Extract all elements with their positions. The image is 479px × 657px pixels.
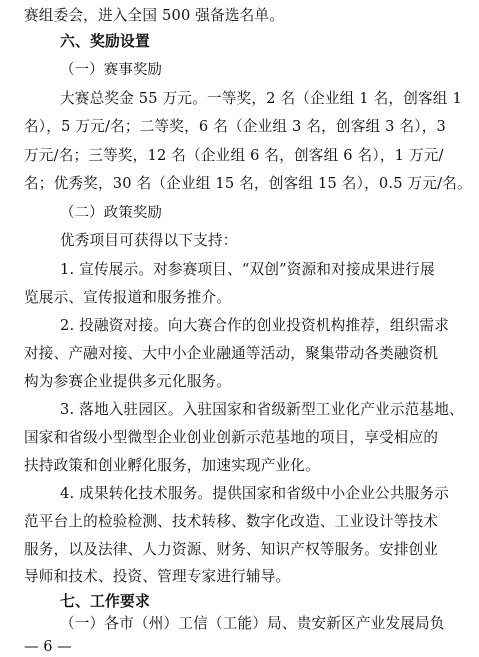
page-number-footer: — 6 —	[24, 638, 72, 655]
paragraph-line: 服务，以及法律、人力资源、财务、知识产权等服务。安排创业	[24, 541, 439, 558]
paragraph-line: 构为参赛企业提供多元化服务。	[24, 373, 232, 390]
paragraph-line: 大赛总奖金 55 万元。一等奖，2 名（企业组 1 名，创客组 1	[60, 90, 462, 107]
paragraph-line: 优秀项目可获得以下支持：	[60, 232, 238, 249]
paragraph-line: 国家和省级小型微型企业创业创新示范基地的项目，享受相应的	[24, 429, 439, 446]
section-heading-7: 七、工作要求	[60, 593, 150, 610]
paragraph-line: 万元/名；三等奖，12 名（企业组 6 名，创客组 6 名），1 万元/	[24, 147, 444, 164]
paragraph-line: （一）各市（州）工信（工能）局、贵安新区产业发展局负	[60, 615, 445, 632]
subsection-heading-event-awards: （一）赛事奖励	[60, 62, 163, 78]
paragraph-line: 览展示、宣传报道和服务推介。	[24, 289, 232, 306]
paragraph-line: 1. 宣传展示。对参赛项目、“双创”资源和对接成果进行展	[60, 261, 435, 278]
section-heading-6: 六、奖励设置	[60, 33, 150, 50]
paragraph-line: 范平台上的检验检测、技术转移、数字化改造、工业设计等技术	[24, 513, 439, 530]
paragraph-line: 对接、产融对接、大中小企业融通等活动，聚集带动各类融资机	[24, 345, 439, 362]
paragraph-line: 导师和技术、投资、管理专家进行辅导。	[24, 568, 291, 585]
paragraph-line: 名），5 万元/名；二等奖，6 名（企业组 3 名，创客组 3 名），3	[24, 118, 447, 135]
paragraph-line: 名；优秀奖，30 名（企业组 15 名，创客组 15 名），0.5 万元/名。	[24, 175, 472, 192]
subsection-heading-policy-awards: （二）政策奖励	[60, 205, 163, 221]
paragraph-line: 3. 落地入驻园区。入驻国家和省级新型工业化产业示范基地、	[60, 401, 464, 418]
paragraph-line: 2. 投融资对接。向大赛合作的创业投资机构推荐，组织需求	[60, 317, 450, 334]
paragraph-line: 扶持政策和创业孵化服务，加速实现产业化。	[24, 457, 320, 474]
paragraph-line: 赛组委会，进入全国 500 强备选名单。	[24, 7, 285, 24]
paragraph-line: 4. 成果转化技术服务。提供国家和省级中小企业公共服务示	[60, 485, 450, 502]
